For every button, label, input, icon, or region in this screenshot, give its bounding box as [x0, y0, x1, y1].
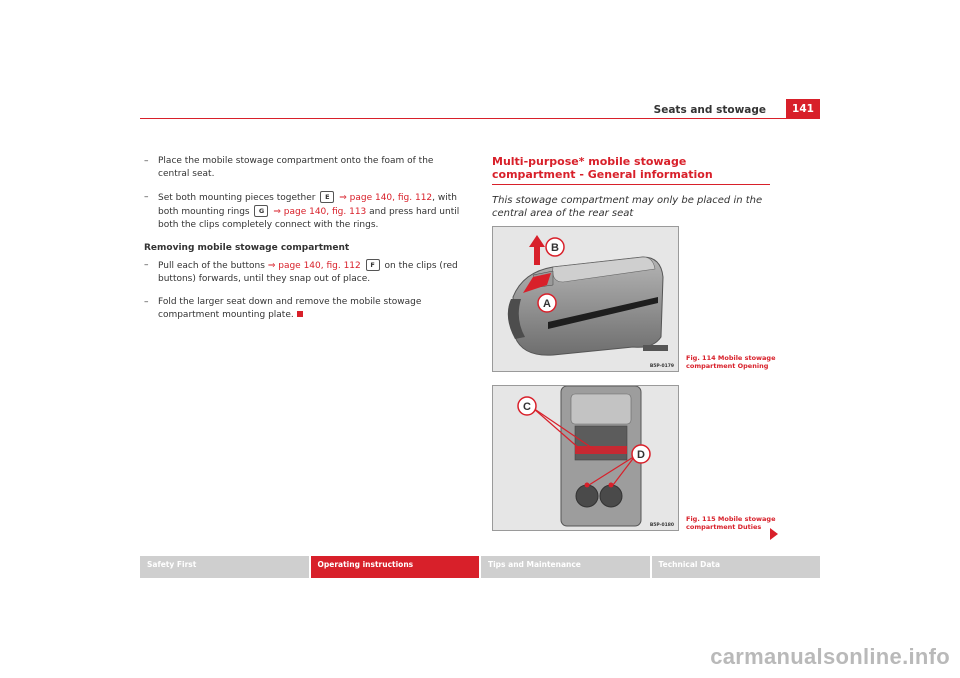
next-page-arrow-icon[interactable]: [770, 528, 778, 540]
figure-label-b: B: [551, 242, 559, 254]
section-title: Multi-purpose* mobile stowage compartment - General information: [492, 155, 713, 181]
armrest-opening-illustration: [493, 227, 678, 371]
step-place-text: Place the mobile stowage compartment onto the foam of the central seat.: [158, 156, 434, 179]
right-column: [492, 155, 770, 220]
step-fold: [144, 296, 464, 322]
figure-115-caption: Fig. 115 Mobile stowage compartment Duties: [686, 515, 776, 531]
section-rule: [492, 184, 770, 185]
section-lead: This stowage compartment may only be placed in the central area of the rear seat: [492, 195, 763, 219]
watermark: carmanualsonline.info: [710, 644, 950, 669]
figure-114-caption: Fig. 114 Mobile stowage compartment Opening: [686, 354, 776, 370]
left-column: [144, 155, 464, 332]
ref-link-fig-112-b[interactable]: ⇒ page 140, fig. 112: [267, 261, 361, 271]
ref-link-fig-113[interactable]: ⇒ page 140, fig. 113: [273, 207, 367, 217]
figure-label-d: D: [637, 449, 645, 461]
figure-label-c: C: [523, 401, 531, 413]
figure-code: B5P-0179: [649, 364, 674, 369]
badge-e: E: [320, 191, 334, 203]
step-set-rings: with both mounting rings: [158, 193, 458, 217]
step-set-text: Set both mounting pieces together: [158, 193, 316, 203]
step-dash: –: [144, 192, 149, 202]
step-set: [144, 191, 464, 232]
page-header-title: Seats and stowage: [653, 104, 766, 116]
tab-operating-instructions[interactable]: Operating instructions: [311, 556, 480, 578]
step-dash: –: [144, 297, 149, 307]
badge-f: F: [366, 259, 380, 271]
badge-g: G: [254, 205, 268, 217]
step-pull: [144, 259, 464, 286]
step-place: [144, 155, 464, 181]
step-pull-text: Pull each of the buttons: [158, 261, 265, 271]
tab-technical-data[interactable]: Technical Data: [652, 556, 821, 578]
page-number: 141: [786, 99, 820, 119]
step-pull-tail: on the clips (red buttons) forwards, until they snap out of place.: [158, 261, 458, 284]
armrest-duties-illustration: [493, 386, 678, 530]
ref-link-fig-112[interactable]: ⇒ page 140, fig. 112: [339, 193, 433, 203]
header-rule: [140, 118, 820, 119]
tab-safety-first[interactable]: Safety First: [140, 556, 309, 578]
subheading-removing: Removing mobile stowage compartment: [144, 243, 350, 253]
step-set-press: and press hard until both the clips completely connect with the rings.: [158, 207, 460, 230]
tab-tips-and-maintenance[interactable]: Tips and Maintenance: [481, 556, 650, 578]
figure-code: B5P-0180: [649, 523, 674, 528]
figure-115-image: [492, 385, 679, 531]
comma: ,: [432, 193, 436, 203]
step-dash: –: [144, 156, 149, 166]
step-fold-text: Fold the larger seat down and remove the mobile stowage compartment mounting plate.: [158, 297, 422, 320]
figure-label-a: A: [543, 298, 551, 310]
footer-nav: [140, 556, 820, 578]
end-of-section-mark: [297, 311, 303, 317]
step-dash: –: [144, 260, 149, 270]
figure-114-image: [492, 226, 679, 372]
